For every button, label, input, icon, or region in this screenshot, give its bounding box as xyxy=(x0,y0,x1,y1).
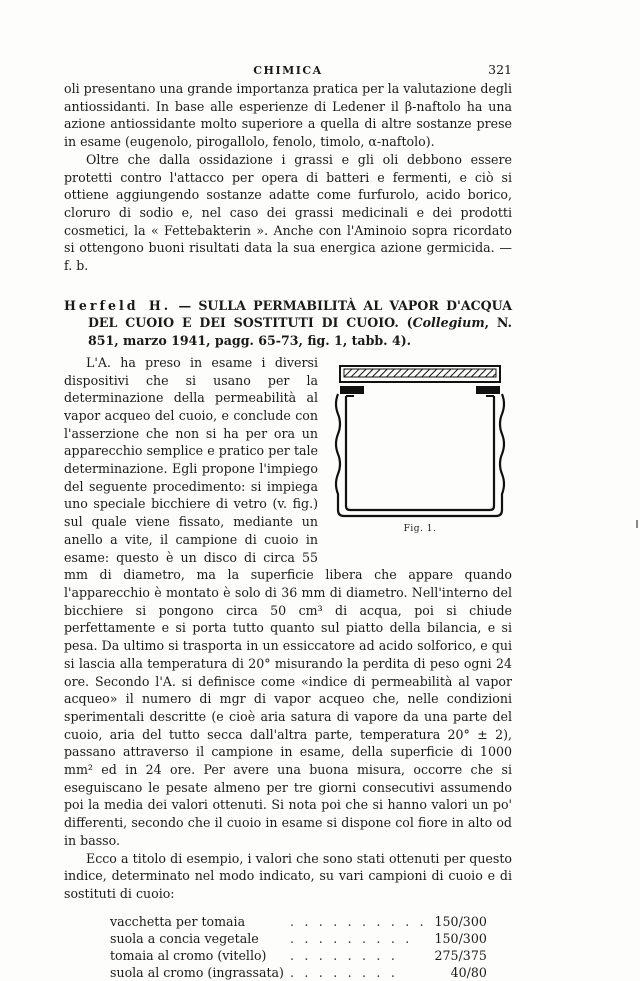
sample-value: 150/300 xyxy=(434,913,487,929)
leader-dots: . . . . . . . . xyxy=(289,947,399,963)
running-title: CHIMICA xyxy=(253,64,323,77)
page-edge-mark xyxy=(636,520,638,528)
figure-caption: Fig. 1. xyxy=(403,523,437,534)
article-paragraph-1: L'A. ha preso in esame i diversi dispositivi che si usano per la determinazione della permeabilità al vapor acqueo del cuoio, e conclude con l'asserzione che non si ha per ora un apparecchio semplice e pratico per tale determinazione. Egli propone l'impiego del seguente procedimento: si impiega uno speciale bicchiere di vetro (v. fig.) sul quale viene fissato, mediante un anello a vite, il campione di cuoio in esame: questo è un disco di circa 55 mm di diametro, ma la superficie libera che appare quando l'apparecchio è montato è solo di 36 mm di diametro. Nell'interno del bicchiere si pongono circa 50 cm³ di acqua, poi si chiude perfettamente e si porta tutto quanto sul piatto della bilancia, e si pesa. Da ultimo si trasporta in un essiccatore ad acido solforico, e qui si lascia alla temperatura di 20° misurando la perdita di peso ogni 24 ore. Secondo l'A. si definisce come «indice di permeabilità al vapor acqueo» il numero di mgr di vapor acqueo che, nelle condizioni sperimentali descritte (e cioè aria satura di vapore da una parte del cuoio, aria del tutto secca dall'altra parte, temperatura 20° ± 2), passano attraverso il campione in esame, della superficie di 1000 mm² ed in 24 ore. Per avere una buona misura, occorre che si eseguiscano le pesate almeno per tre giorni consecutivi assumendo poi la media dei valori ottenuti. Si nota poi che si hanno valori un po' differenti, secondo che il cuoio in esame si dispone col fiore in alto od in basso. xyxy=(64,354,512,848)
sample-name: suola a concia vegetale xyxy=(110,930,259,946)
glass-beaker-illustration xyxy=(332,360,508,520)
article-heading: Herfeld H. — SULLA PERMABILITÀ AL VAPOR D'ACQUA DEL CUOIO E DEI SOSTITUTI DI CUOIO. (Collegium, N. 851, marzo 1941, pagg. 65-73, fig. 1, tabb. 4). xyxy=(64,297,513,349)
sample-value: 40/80 xyxy=(450,964,487,980)
page-number: 321 xyxy=(488,62,512,77)
sample-name: tomaia al cromo (vitello) xyxy=(110,947,267,963)
table-row xyxy=(110,913,487,930)
table-row xyxy=(110,964,487,981)
figure-1 xyxy=(328,360,512,546)
table-row xyxy=(110,930,487,947)
article-paragraph-2: Ecco a titolo di esempio, i valori che sono stati ottenuti per questo indice, determinato nel modo indicato, su vari campioni di cuoio e di sostituti di cuoio: xyxy=(64,850,512,901)
previous-article-paragraph-1: oli presentano una grande importanza pratica per la valutazione degli antiossidanti. In base alle esperienze di Ledener il β-naftolo ha una azione antiossidante molto superiore a quella di altre sostanze prese in esame (eugenolo, pirogallolo, fenolo, timolo, α-naftolo). xyxy=(64,81,512,150)
document-page xyxy=(64,58,512,981)
article-citation: , N. 851, marzo 1941, pagg. 65-73, fig. 1, tabb. 4). xyxy=(88,315,512,349)
sample-name: suola al cromo (ingrassata) xyxy=(110,964,284,980)
sample-value: 275/375 xyxy=(434,947,487,963)
article-author: Herfeld H. xyxy=(64,297,172,313)
article-title: — SULLA PERMABILITÀ AL VAPOR D'ACQUA DEL CUOIO E DEI SOSTITUTI DI CUOIO. xyxy=(88,297,513,331)
table-row xyxy=(110,947,487,964)
leader-dots: . . . . . . . . . xyxy=(289,930,413,946)
leader-dots: . . . . . . . . . . xyxy=(289,913,427,929)
running-head xyxy=(64,58,512,80)
leader-dots: . . . . . . . . xyxy=(289,964,399,980)
sample-value: 150/300 xyxy=(434,930,487,946)
previous-article-paragraph-2: Oltre che dalla ossidazione i grassi e gli oli debbono essere protetti contro l'attacco per opera di batteri e fermenti, e ciò si ottiene aggiungendo sostanze adatte come furfurolo, acido borico, cloruro di sodio e, nel caso dei grassi medicinali e dei prodotti cosmetici, la « Fettebakterin ». Anche con l'Aminoio sopra ricordato si ottengono buoni risultati data la sua energica azione germicida. — f. b. xyxy=(64,151,512,274)
permeability-values-table xyxy=(110,913,487,981)
sample-name: vacchetta per tomaia xyxy=(110,913,246,929)
article-journal: Collegium xyxy=(412,315,485,331)
